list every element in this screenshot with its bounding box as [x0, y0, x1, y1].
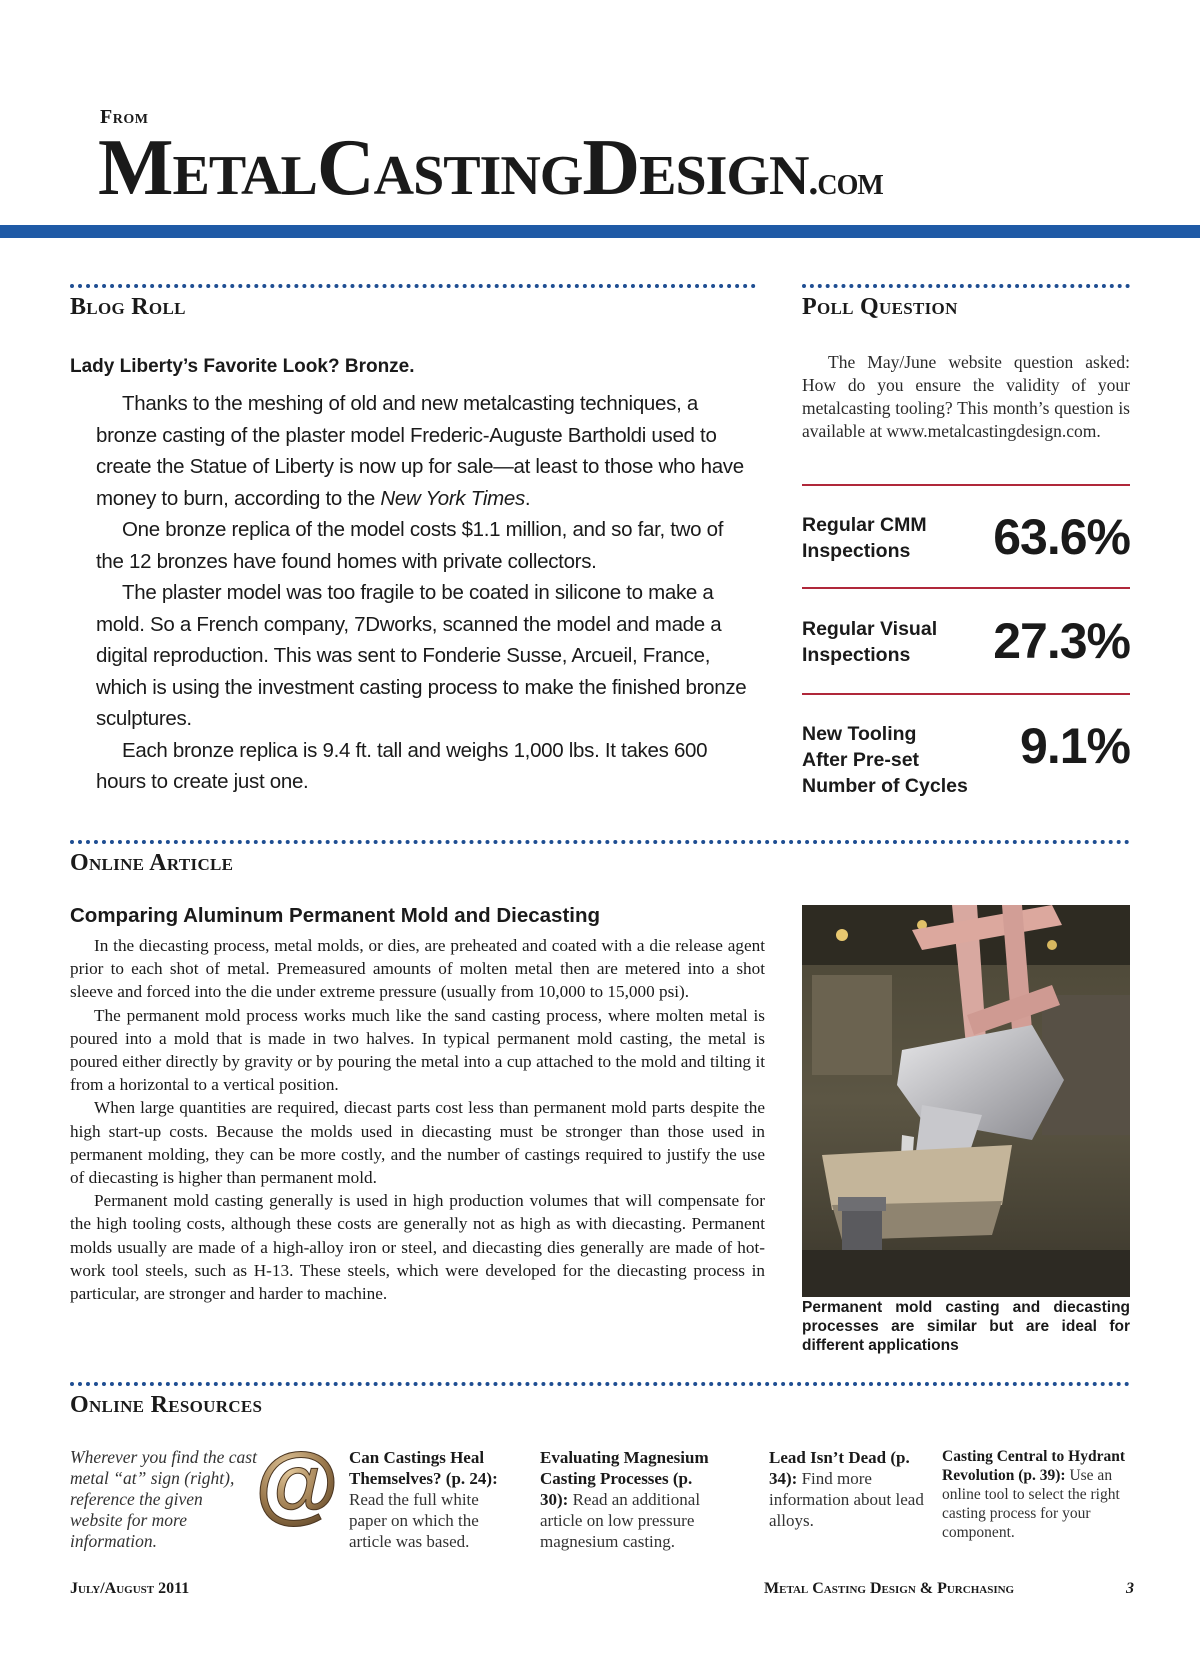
resource-item[interactable] — [349, 1447, 515, 1552]
blog-paragraph: Each bronze replica is 9.4 ft. tall and weighs 1,000 lbs. It takes 600 hours to create just one. — [96, 738, 708, 793]
poll-result-percent: 63.6% — [993, 509, 1130, 565]
masthead-main: MetalCastingDesign — [98, 124, 809, 212]
cast-metal-at-icon — [258, 1447, 336, 1529]
resource-title: Lead Isn’t Dead (p. 34): — [769, 1448, 910, 1488]
poll-divider — [802, 693, 1130, 695]
resource-item[interactable] — [540, 1447, 716, 1552]
poll-result-label: New Tooling After Pre-set Number of Cycles — [802, 723, 968, 797]
resource-title: Casting Central to Hydrant Revolution (p. 39): — [942, 1448, 1125, 1484]
poll-result-label: Regular CMM Inspections — [802, 514, 927, 562]
section-divider — [70, 840, 1130, 844]
photo-caption: Permanent mold casting and diecasting processes are similar but are ideal for different applications — [802, 1299, 1130, 1354]
section-divider — [70, 1382, 1130, 1386]
resource-text: Read an additional article on low pressure magnesium casting. — [540, 1490, 701, 1551]
poll-result-label: Regular Visual Inspections — [802, 618, 938, 666]
resource-text: Use an online tool to select the right casting process for your component. — [942, 1467, 1120, 1541]
footer-publication: Metal Casting Design & Purchasing — [764, 1580, 1015, 1597]
resource-text: Read the full white paper on which the article was based. — [349, 1490, 479, 1551]
resources-intro: Wherever you find the cast metal “at” sign (right), reference the given website for more information. — [70, 1447, 257, 1551]
masthead — [98, 124, 883, 212]
poll-result — [802, 613, 1130, 696]
section-divider — [802, 284, 1130, 288]
blog-paragraph: Thanks to the meshing of old and new metalcasting techniques, a bronze casting of the plaster model Frederic-Auguste Bartholdi used to create the Statue of Liberty is now up for sale—at least to those who have money to burn, according to the New York Times. — [96, 392, 744, 510]
resource-item[interactable] — [942, 1447, 1136, 1542]
casting-photo — [802, 905, 1130, 1297]
casting-photo-illustration — [802, 905, 1130, 1297]
poll-divider — [802, 484, 1130, 486]
online-resources-heading: Online Resources — [70, 1392, 263, 1418]
resource-item[interactable] — [769, 1447, 925, 1531]
article-paragraph: When large quantities are required, diecast parts cost less than permanent mold parts despite the high start-up costs. Because the molds used in diecasting must be stronger than those used in permanent molding, they can be more costly, and the number of castings required to justify the use of diecasting is higher than permanent mold. — [70, 1098, 765, 1188]
section-divider — [70, 284, 756, 288]
poll-heading: Poll Question — [802, 294, 958, 320]
article-paragraph: Permanent mold casting generally is used in high production volumes that will compensate for the high tooling costs, although these costs are generally not as high as with diecasting. Permanent molds usually are made of a high-alloy iron or steel, and diecasting dies generally are made of hot-work tool steels, such as H-13. These steels, which were developed for the diecasting process in particular, are stronger and harder to machine. — [70, 1191, 765, 1304]
resource-title: Evaluating Magnesium Casting Processes (p. 30): — [540, 1448, 709, 1509]
article-paragraph: In the diecasting process, metal molds, or dies, are preheated and coated with a die release agent prior to each shot of metal. Premeasured amounts of molten metal then are metered into a shot sleeve and forced into the die under extreme pressure (usually from 10,000 to 15,000 psi). — [70, 936, 765, 1002]
poll-result — [802, 718, 1130, 811]
article-title: Comparing Aluminum Permanent Mold and Diecasting — [70, 904, 601, 927]
poll-divider — [802, 587, 1130, 589]
poll-result — [802, 509, 1130, 592]
online-article-heading: Online Article — [70, 850, 234, 876]
article-paragraph: The permanent mold process works much like the sand casting process, where molten metal is poured into a mold that is made in two halves. In typical permanent mold casting, the metal is poured either directly by gravity or by pouring the metal into a cup attached to the mold and tilting it from a horizontal to a vertical position. — [70, 1005, 765, 1095]
article-body — [70, 934, 765, 1305]
blog-paragraph: One bronze replica of the model costs $1.1 million, and so far, two of the 12 bronzes have found homes with private collectors. — [96, 518, 724, 573]
footer-page-number: 3 — [1126, 1580, 1134, 1597]
blog-title: Lady Liberty’s Favorite Look? Bronze. — [70, 356, 415, 377]
footer-issue: July/August 2011 — [70, 1580, 190, 1597]
resource-title: Can Castings Heal Themselves? (p. 24): — [349, 1448, 498, 1488]
blog-paragraph: The plaster model was too fragile to be coated in silicone to make a mold. So a French company, 7Dworks, scanned the model and made a digital reproduction. This was sent to Fonderie Susse, Arcueil, France, which is using the investment casting process to make the finished bronze sculptures. — [96, 581, 747, 730]
poll-result-percent: 9.1% — [1020, 718, 1130, 774]
poll-result-percent: 27.3% — [993, 613, 1130, 669]
blog-roll-heading: Blog Roll — [70, 294, 186, 320]
blog-body — [96, 388, 756, 798]
poll-intro: The May/June website question asked: How do you ensure the validity of your metalcasting tooling? This month’s question is available at www.metalcastingdesign.com. — [802, 352, 1130, 441]
at-symbol: @ — [258, 1447, 336, 1529]
masthead-rule — [0, 225, 1200, 238]
resource-text: Find more information about lead alloys. — [769, 1469, 924, 1530]
masthead-suffix: .com — [808, 158, 883, 203]
from-label: From — [100, 106, 149, 128]
